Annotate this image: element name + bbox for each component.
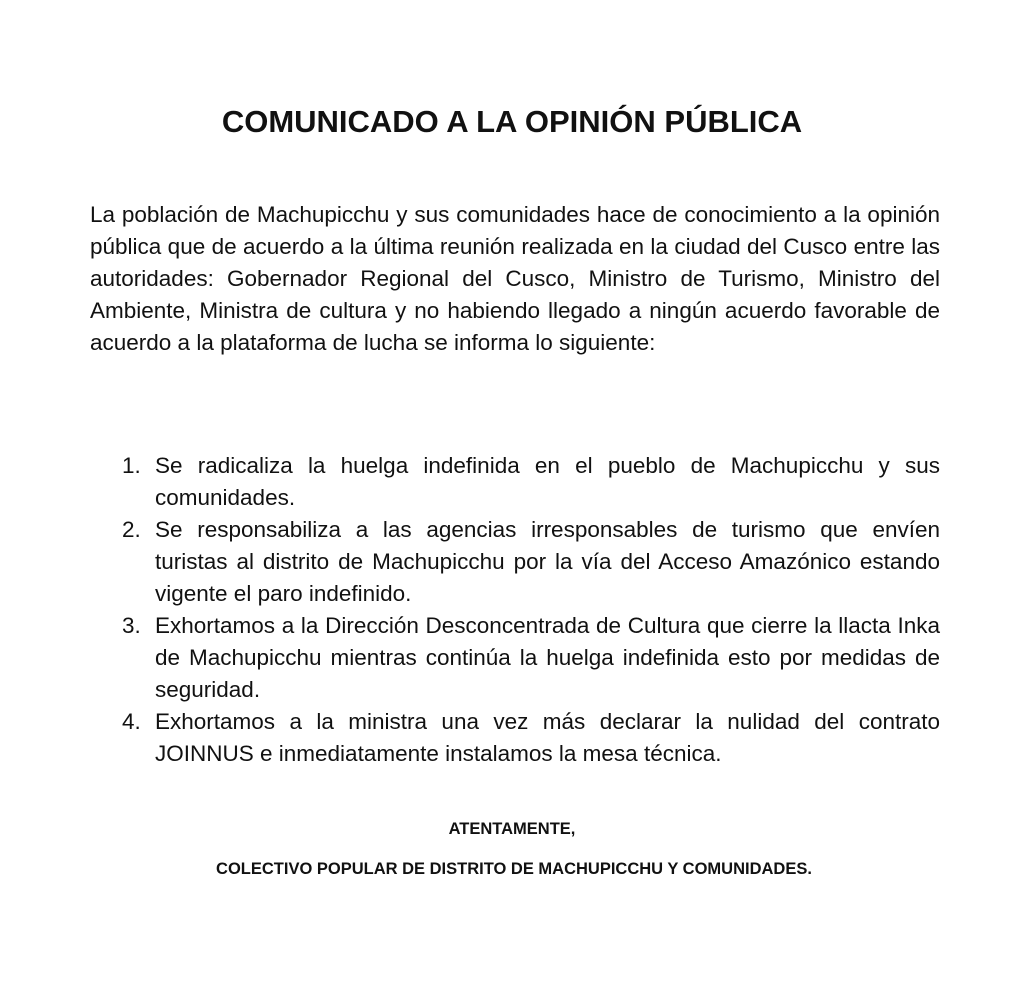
list-item [114, 706, 940, 770]
document-title: COMUNICADO A LA OPINIÓN PÚBLICA [221, 104, 803, 139]
list-item-text: Exhortamos a la Dirección Desconcentrada de Cultura que cierre la llacta Inka de Machupicchu mientras continúa la huelga indefinida esto por medidas de seguridad. [155, 613, 940, 702]
list-item-text: Se radicaliza la huelga indefinida en el pueblo de Machupicchu y sus comunidades. [155, 453, 940, 510]
demands-list [114, 450, 940, 770]
list-item [114, 514, 940, 610]
list-item-number: 4. [122, 709, 141, 734]
list-item-text: Exhortamos a la ministra una vez más declarar la nulidad del contrato JOINNUS e inmediatamente instalamos la mesa técnica. [155, 709, 940, 766]
list-item-text: Se responsabiliza a las agencias irresponsables de turismo que envíen turistas al distrito de Machupicchu por la vía del Acceso Amazónico estando vigente el paro indefinido. [155, 517, 940, 606]
intro-paragraph: La población de Machupicchu y sus comunidades hace de conocimiento a la opinión pública que de acuerdo a la última reunión realizada en la ciudad del Cusco entre las autoridades: Gobernador Regional del Cusco, Ministro de Turismo, Ministro del Ambiente, Ministra de cultura y no habiendo llegado a ningún acuerdo favorable de acuerdo a la plataforma de lucha se informa lo siguiente: [90, 202, 940, 355]
list-item-number: 3. [122, 613, 141, 638]
list-item [114, 610, 940, 706]
list-item-number: 1. [122, 453, 141, 478]
signature: COLECTIVO POPULAR DE DISTRITO DE MACHUPICCHU Y COMUNIDADES. [216, 860, 812, 878]
list-item-number: 2. [122, 517, 141, 542]
list-item [114, 450, 940, 514]
closing-salutation: ATENTAMENTE, [448, 820, 576, 838]
